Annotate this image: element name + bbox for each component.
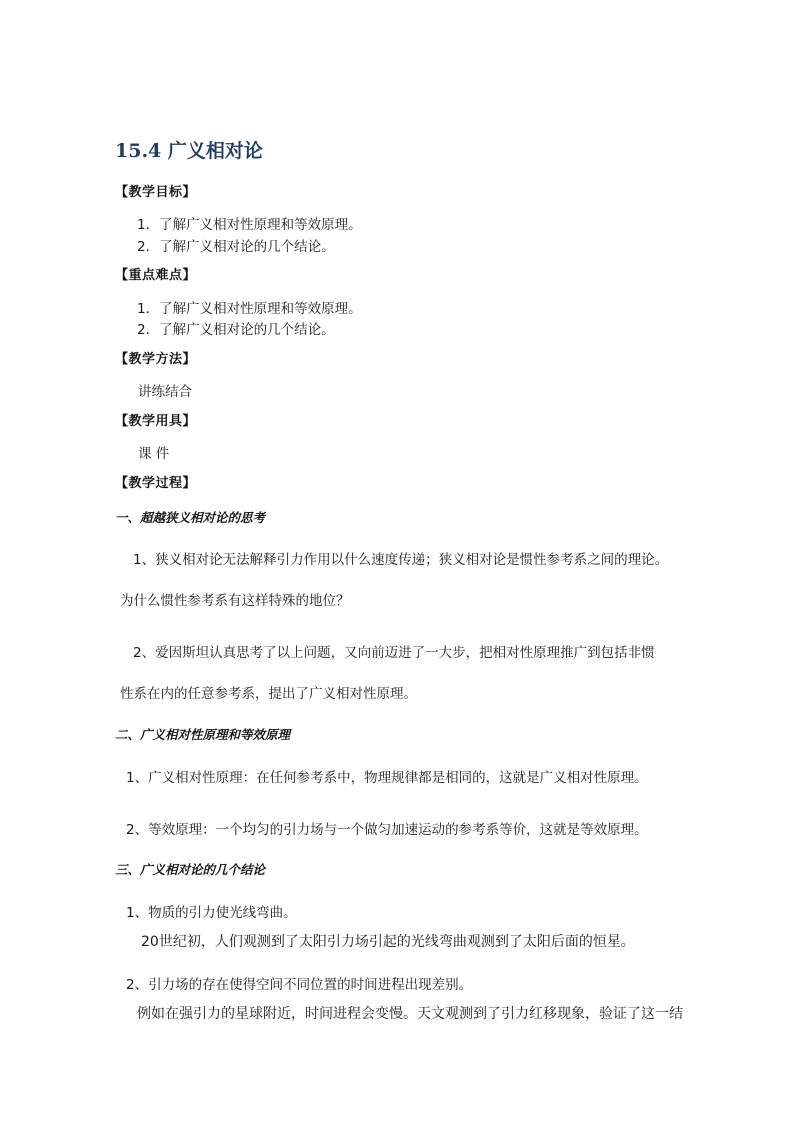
section-header-goals: 【教学目标】 (115, 185, 197, 200)
part1-p1-line2: 为什么惯性参考系有这样特殊的地位？ (120, 593, 350, 609)
section-header-tools: 【教学用具】 (115, 414, 197, 429)
part1-p2-line2: 性系在内的任意参考系，提出了广义相对性原理。 (120, 686, 417, 702)
part3-p1-detail: 20世纪初，人们观测到了太阳引力场引起的光线弯曲观测到了太阳后面的恒星。 (141, 934, 635, 950)
part3-heading: 三、广义相对论的几个结论 (115, 862, 266, 877)
key-item-2: 2．了解广义相对论的几个结论。 (137, 322, 335, 338)
part1-p1-line1: 1、狭义相对论无法解释引力作用以什么速度传递；狭义相对论是惯性参考系之间的理论。 (133, 552, 669, 568)
part3-p2-detail: 例如在强引力的星球附近，时间进程会变慢。天文观测到了引力红移现象，验证了这一结 (137, 1006, 683, 1022)
goal-item-1: 1．了解广义相对性原理和等效原理。 (137, 217, 362, 233)
part2-p2: 2、等效原理：一个均匀的引力场与一个做匀加速运动的参考系等价，这就是等效原理。 (126, 822, 648, 838)
page-title: 15.4 广义相对论 (115, 140, 263, 162)
method-text: 讲练结合 (138, 384, 192, 400)
section-header-process: 【教学过程】 (115, 476, 197, 491)
part3-p1: 1、物质的引力使光线弯曲。 (126, 905, 297, 921)
section-header-key: 【重点难点】 (115, 268, 197, 283)
tools-text: 课 件 (138, 446, 170, 462)
part3-p2: 2、引力场的存在使得空间不同位置的时间进程出现差别。 (126, 977, 473, 993)
section-header-method: 【教学方法】 (115, 352, 197, 367)
part1-heading: 一、超越狭义相对论的思考 (115, 510, 266, 525)
part2-heading: 二、广义相对性原理和等效原理 (115, 727, 291, 742)
key-item-1: 1．了解广义相对性原理和等效原理。 (137, 301, 362, 317)
part1-p2-line1: 2、爱因斯坦认真思考了以上问题，又向前迈进了一大步，把相对性原理推广到包括非惯 (133, 645, 655, 661)
part2-p1: 1、广义相对性原理：在任何参考系中，物理规律都是相同的，这就是广义相对性原理。 (126, 770, 648, 786)
goal-item-2: 2．了解广义相对论的几个结论。 (137, 239, 335, 255)
